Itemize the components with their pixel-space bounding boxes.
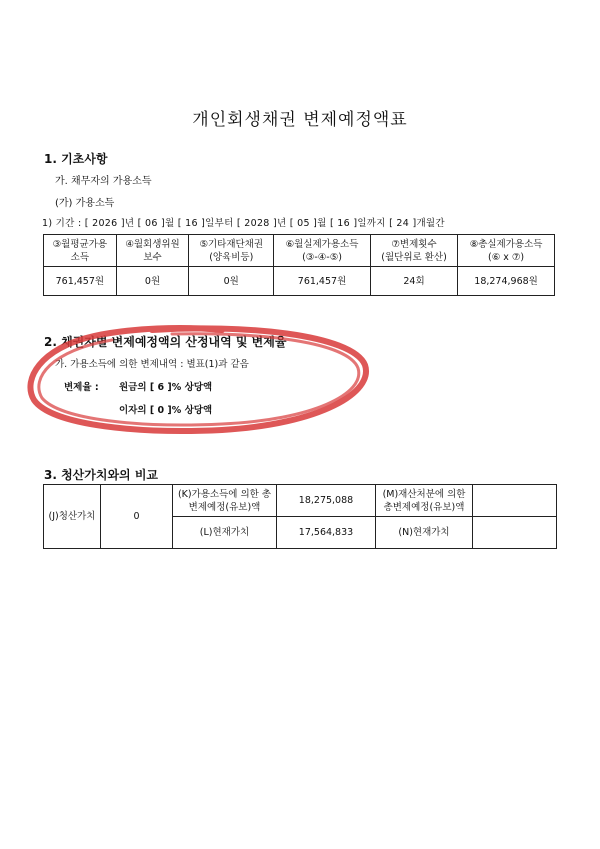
period-sep: ]월 [ [161,218,182,229]
header-cell: ④월회생위원 보수 [116,235,189,267]
l-label-cell: (L)현재가치 [173,517,277,549]
rate-label: 변제율 : [64,382,99,393]
period-end-year: 2028 [244,218,270,229]
header-cell: ⑥월실제가용소득 (③-④-⑤) [274,235,371,267]
interest-rate: 이자의 [ 0 ]% 상당액 [119,405,213,416]
period-line [42,215,445,229]
document-title: 개인회생채권 변제예정액표 [192,110,408,130]
principal-rate: 원금의 [ 6 ]% 상당액 [119,382,213,393]
section1-sub-a1: (가) 가용소득 [55,198,115,209]
section3-heading: 3. 청산가치와의 비교 [44,468,159,482]
income-table-value-row [44,267,555,296]
period-end-day: 16 [337,218,350,229]
period-months: 24 [396,218,410,229]
section1-heading: 1. 기초사항 [44,152,108,166]
k-value-cell: 18,275,088 [277,485,376,517]
header-cell: ③월평균가용 소득 [44,235,117,267]
period-start-day: 16 [185,218,198,229]
header-cell: ⑧총실제가용소득 (⑥ x ⑦) [458,235,555,267]
j-value-cell: 0 [101,485,173,549]
period-sep: ]일부터 [ [201,218,241,229]
j-label-cell: (J)청산가치 [44,485,101,549]
k-label-cell: (K)가용소득에 의한 총 변제예정(유보)액 [173,485,277,517]
period-sep: ]일까지 [ [353,218,394,229]
period-end-month: 05 [297,218,310,229]
header-cell: ⑦변제횟수 (월단위로 환산) [370,235,457,267]
l-value-cell: 17,564,833 [277,517,376,549]
period-start-year: 2026 [92,218,118,229]
income-table [43,234,555,296]
liquidation-row-1 [44,485,557,517]
value-cell: 761,457원 [44,267,117,296]
period-sep: ]년 [ [120,218,142,229]
red-oval-marker [22,320,374,436]
m-value-cell [473,485,557,517]
section1-sub-a: 가. 채무자의 가용소득 [55,176,152,187]
income-table-header-row [44,235,555,267]
value-cell: 18,274,968원 [458,267,555,296]
n-label-cell: (N)현재가치 [376,517,473,549]
n-value-cell [473,517,557,549]
value-cell: 0원 [189,267,274,296]
period-suffix: ]개월간 [412,218,445,229]
liquidation-table [43,484,557,549]
m-label-cell: (M)재산처분에 의한 총변제예정(유보)액 [376,485,473,517]
value-cell: 0원 [116,267,189,296]
section2-line-a: 가. 가용소득에 의한 변제내역 : 별표(1)과 같음 [55,359,249,370]
value-cell: 761,457원 [274,267,371,296]
period-sep: ]월 [ [313,218,334,229]
period-prefix: 1) 기간 : [ [42,218,89,229]
section2-heading: 2. 채권자별 변제예정액의 산정내역 및 변제율 [44,335,287,349]
value-cell: 24회 [370,267,457,296]
period-sep: ]년 [ [272,218,294,229]
header-cell: ⑤기타재단채권 (양육비등) [189,235,274,267]
period-start-month: 06 [144,218,158,229]
